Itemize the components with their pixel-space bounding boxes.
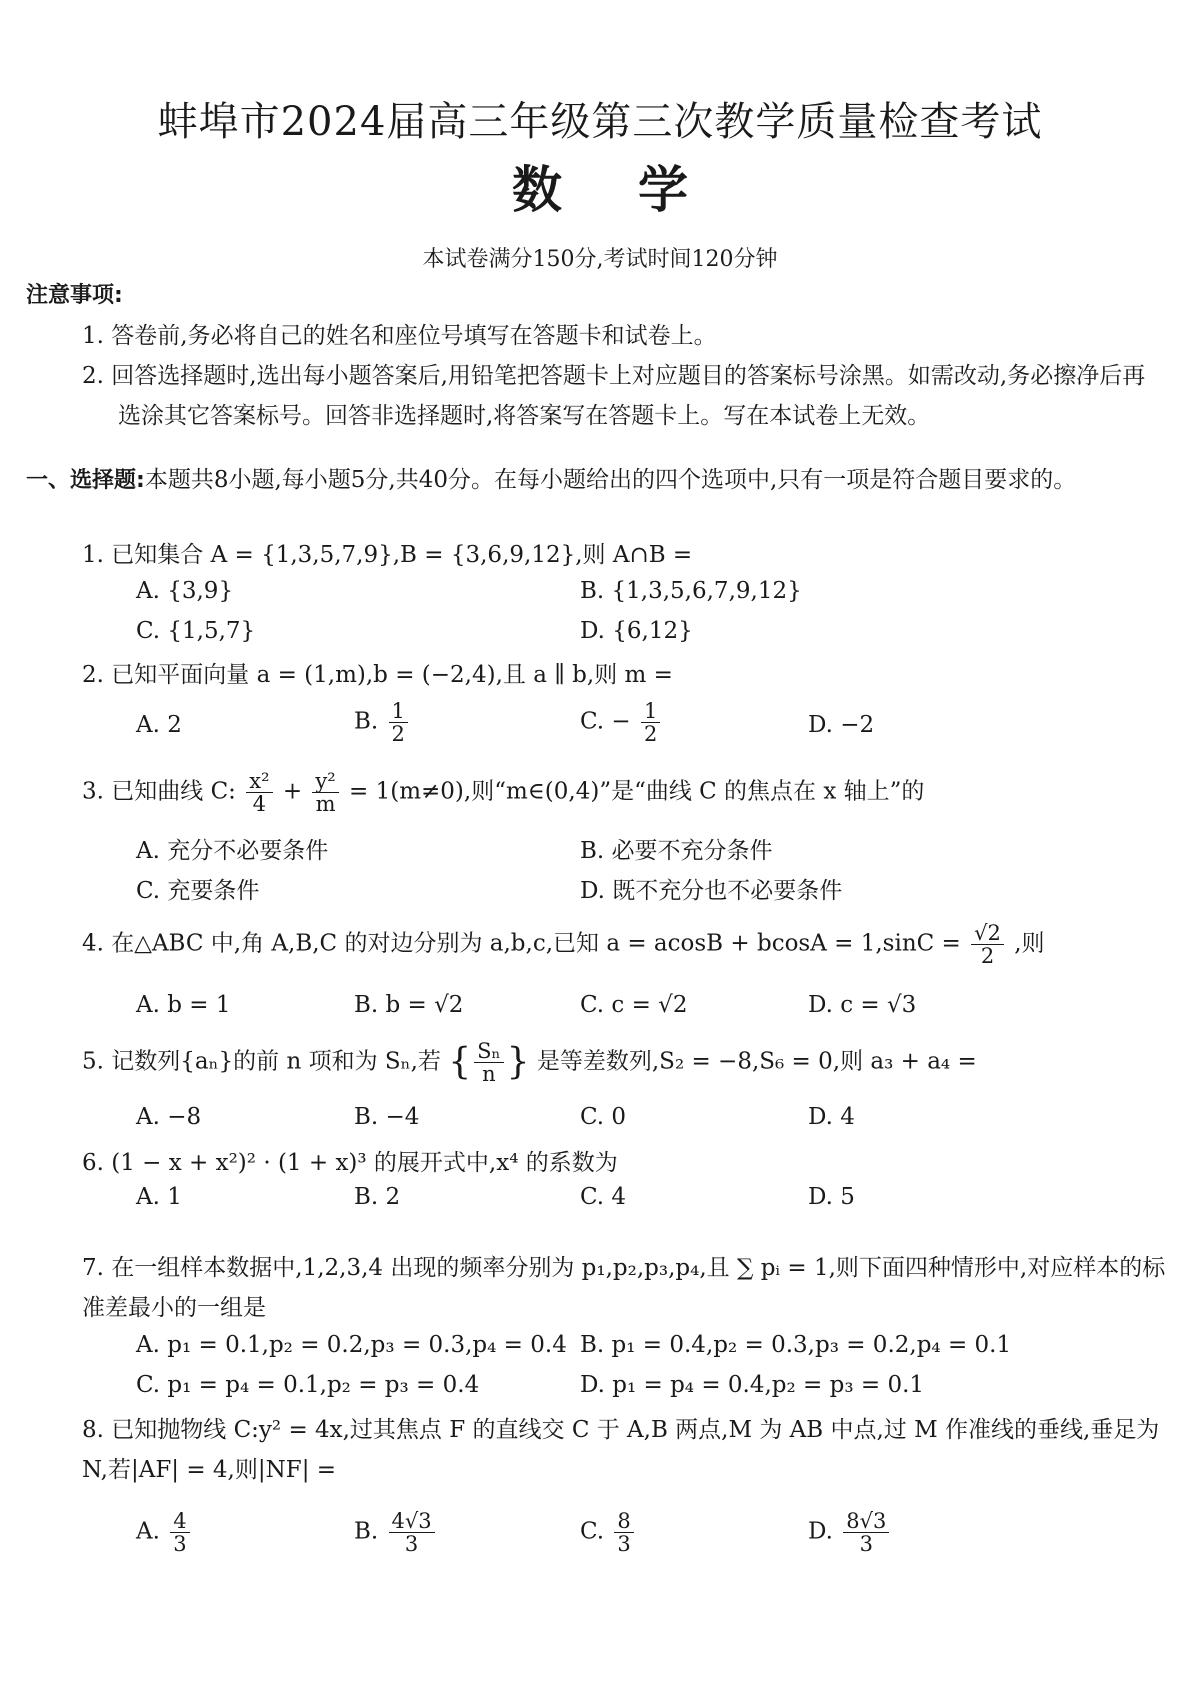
q8-d-num: 8√3 [843, 1510, 889, 1533]
q3-plus: + [282, 778, 303, 805]
q2-b-den: 2 [391, 722, 405, 746]
q8-c-num: 8 [614, 1510, 633, 1533]
q8-option-a-fraction [170, 1510, 189, 1555]
q5-f-num: Sₙ [474, 1040, 503, 1063]
q1-option-b: B. {1,3,5,6,7,9,12} [580, 578, 802, 604]
q4-option-d: D. c = √3 [808, 992, 917, 1018]
subject-title [0, 150, 1200, 222]
q2-c-num: 1 [641, 700, 660, 723]
q4-option-a: A. b = 1 [136, 992, 231, 1018]
notice-heading: 注意事项: [26, 283, 123, 308]
q7-option-d: D. p₁ = p₄ = 0.4,p₂ = p₃ = 0.1 [580, 1372, 925, 1398]
q6-option-c: C. 4 [580, 1184, 627, 1210]
q3-fraction-2 [312, 770, 338, 815]
exam-meta: 本试卷满分150分,考试时间120分钟 [422, 247, 778, 272]
q8-a-num: 4 [170, 1510, 189, 1533]
q8-a-den: 3 [173, 1532, 187, 1556]
q8-option-c-fraction [614, 1510, 633, 1555]
q2-option-d: D. −2 [808, 712, 875, 738]
q6-option-a: A. 1 [136, 1184, 182, 1210]
q3-f1-den: 4 [252, 792, 267, 816]
q2-option-c-fraction [641, 700, 660, 745]
question-4-stem [82, 922, 1182, 967]
q2-option-c [580, 700, 663, 745]
q8-c-den: 3 [617, 1532, 631, 1556]
q2-option-b-label: B. [354, 708, 379, 735]
q4-fraction [971, 922, 1004, 967]
q5-option-c: C. 0 [580, 1104, 627, 1130]
q8-option-c [580, 1510, 637, 1555]
q3-fraction-1 [246, 770, 272, 815]
q4-f-num: √2 [971, 922, 1004, 945]
q7-option-c: C. p₁ = p₄ = 0.1,p₂ = p₃ = 0.4 [136, 1372, 480, 1398]
q3-option-b: B. 必要不充分条件 [580, 838, 773, 864]
q4-option-c: C. c = √2 [580, 992, 688, 1018]
section-1-header [26, 460, 1200, 501]
q4-f-den: 2 [980, 944, 995, 968]
q8-option-d-label: D. [808, 1518, 833, 1545]
notice-item-2: 2. 回答选择题时,选出每小题答案后,用铅笔把答题卡上对应题目的答案标号涂黑。如需改动,务必擦净后再选涂其它答案标号。回答非选择题时,将答案写在答题卡上。写在本试卷上无效。 [82, 363, 1146, 429]
q8-option-d [808, 1510, 892, 1555]
q3-f1-num: x² [246, 770, 272, 793]
q5-left-brace-icon: { [448, 1041, 472, 1083]
q5-f-den: n [482, 1062, 496, 1086]
q1-option-c: C. {1,5,7} [136, 618, 256, 644]
q4-stem-post: ,则 [1014, 930, 1045, 957]
q3-stem-post: = 1(m≠0),则“m∈(0,4)”是“曲线 C 的焦点在 x 轴上”的 [349, 778, 925, 805]
q5-right-brace-icon: } [506, 1041, 530, 1083]
q2-b-num: 1 [389, 700, 408, 723]
q8-b-num: 4√3 [389, 1510, 435, 1533]
q7-option-b: B. p₁ = 0.4,p₂ = 0.3,p₃ = 0.2,p₄ = 0.1 [580, 1332, 1012, 1358]
q8-option-b [354, 1510, 438, 1555]
q3-f2-num: y² [312, 770, 338, 793]
q8-option-b-fraction [389, 1510, 435, 1555]
question-7-stem: 7. 在一组样本数据中,1,2,3,4 出现的频率分别为 p₁,p₂,p₃,p₄,且 ∑ pᵢ = 1,则下面四种情形中,对应样本的标准差最小的一组是 [82, 1255, 1166, 1321]
subject-char-1: 数 [512, 161, 562, 219]
question-3-stem [82, 770, 1182, 815]
q6-option-d: D. 5 [808, 1184, 855, 1210]
q8-option-a [136, 1510, 193, 1555]
subject-char-2: 学 [638, 161, 688, 219]
q8-d-den: 3 [859, 1532, 873, 1556]
q2-option-c-label: C. − [580, 708, 631, 735]
q2-option-b [354, 700, 411, 745]
q4-stem-pre: 4. 在△ABC 中,角 A,B,C 的对边分别为 a,b,c,已知 a = acosB + bcosA = 1,sinC = [82, 930, 961, 957]
q5-stem-pre: 5. 记数列{aₙ}的前 n 项和为 Sₙ,若 [82, 1048, 441, 1075]
q8-option-c-label: C. [580, 1518, 605, 1545]
q7-option-a: A. p₁ = 0.1,p₂ = 0.2,p₃ = 0.3,p₄ = 0.4 [136, 1332, 567, 1358]
q8-option-b-label: B. [354, 1518, 379, 1545]
q3-option-d: D. 既不充分也不必要条件 [580, 878, 843, 904]
notice-section [26, 276, 1176, 436]
q8-option-a-label: A. [136, 1518, 160, 1545]
q5-option-d: D. 4 [808, 1104, 855, 1130]
q3-option-c: C. 充要条件 [136, 878, 260, 904]
section-1-desc: 本题共8小题,每小题5分,共40分。在每小题给出的四个选项中,只有一项是符合题目要求的。 [144, 467, 1077, 493]
q8-option-d-fraction [843, 1510, 889, 1555]
q3-f2-den: m [315, 792, 336, 816]
q6-option-b: B. 2 [354, 1184, 401, 1210]
q2-c-den: 2 [643, 722, 658, 746]
q1-option-d: D. {6,12} [580, 618, 693, 644]
question-8-stem: 8. 已知抛物线 C:y² = 4x,过其焦点 F 的直线交 C 于 A,B 两点,M 为 AB 中点,过 M 作准线的垂线,垂足为 N,若|AF| = 4,则|NF| = [82, 1417, 1160, 1483]
q5-option-b: B. −4 [354, 1104, 420, 1130]
question-1-stem: 1. 已知集合 A = {1,3,5,7,9},B = {3,6,9,12},则 A∩B = [82, 542, 693, 568]
exam-title: 蚌埠市2024届高三年级第三次教学质量检查考试 [157, 99, 1043, 145]
q3-option-a: A. 充分不必要条件 [136, 838, 329, 864]
question-2-stem: 2. 已知平面向量 a = (1,m),b = (−2,4),且 a ∥ b,则 m = [82, 662, 673, 688]
section-1-label: 一、选择题: [26, 468, 145, 493]
notice-item-1: 1. 答卷前,务必将自己的姓名和座位号填写在答题卡和试卷上。 [82, 323, 717, 349]
q8-b-den: 3 [404, 1532, 419, 1556]
q5-option-a: A. −8 [136, 1104, 202, 1130]
question-6-stem: 6. (1 − x + x²)² · (1 + x)³ 的展开式中,x⁴ 的系数为 [82, 1150, 618, 1176]
q5-fraction [474, 1040, 503, 1085]
q2-option-a: A. 2 [136, 712, 182, 738]
q3-stem-pre: 3. 已知曲线 C: [82, 778, 236, 805]
q4-option-b: B. b = √2 [354, 992, 464, 1018]
question-5-stem [82, 1040, 1182, 1085]
q2-option-b-fraction [389, 700, 408, 745]
q1-option-a: A. {3,9} [136, 578, 234, 604]
q5-stem-post: 是等差数列,S₂ = −8,S₆ = 0,则 a₃ + a₄ = [536, 1048, 977, 1075]
